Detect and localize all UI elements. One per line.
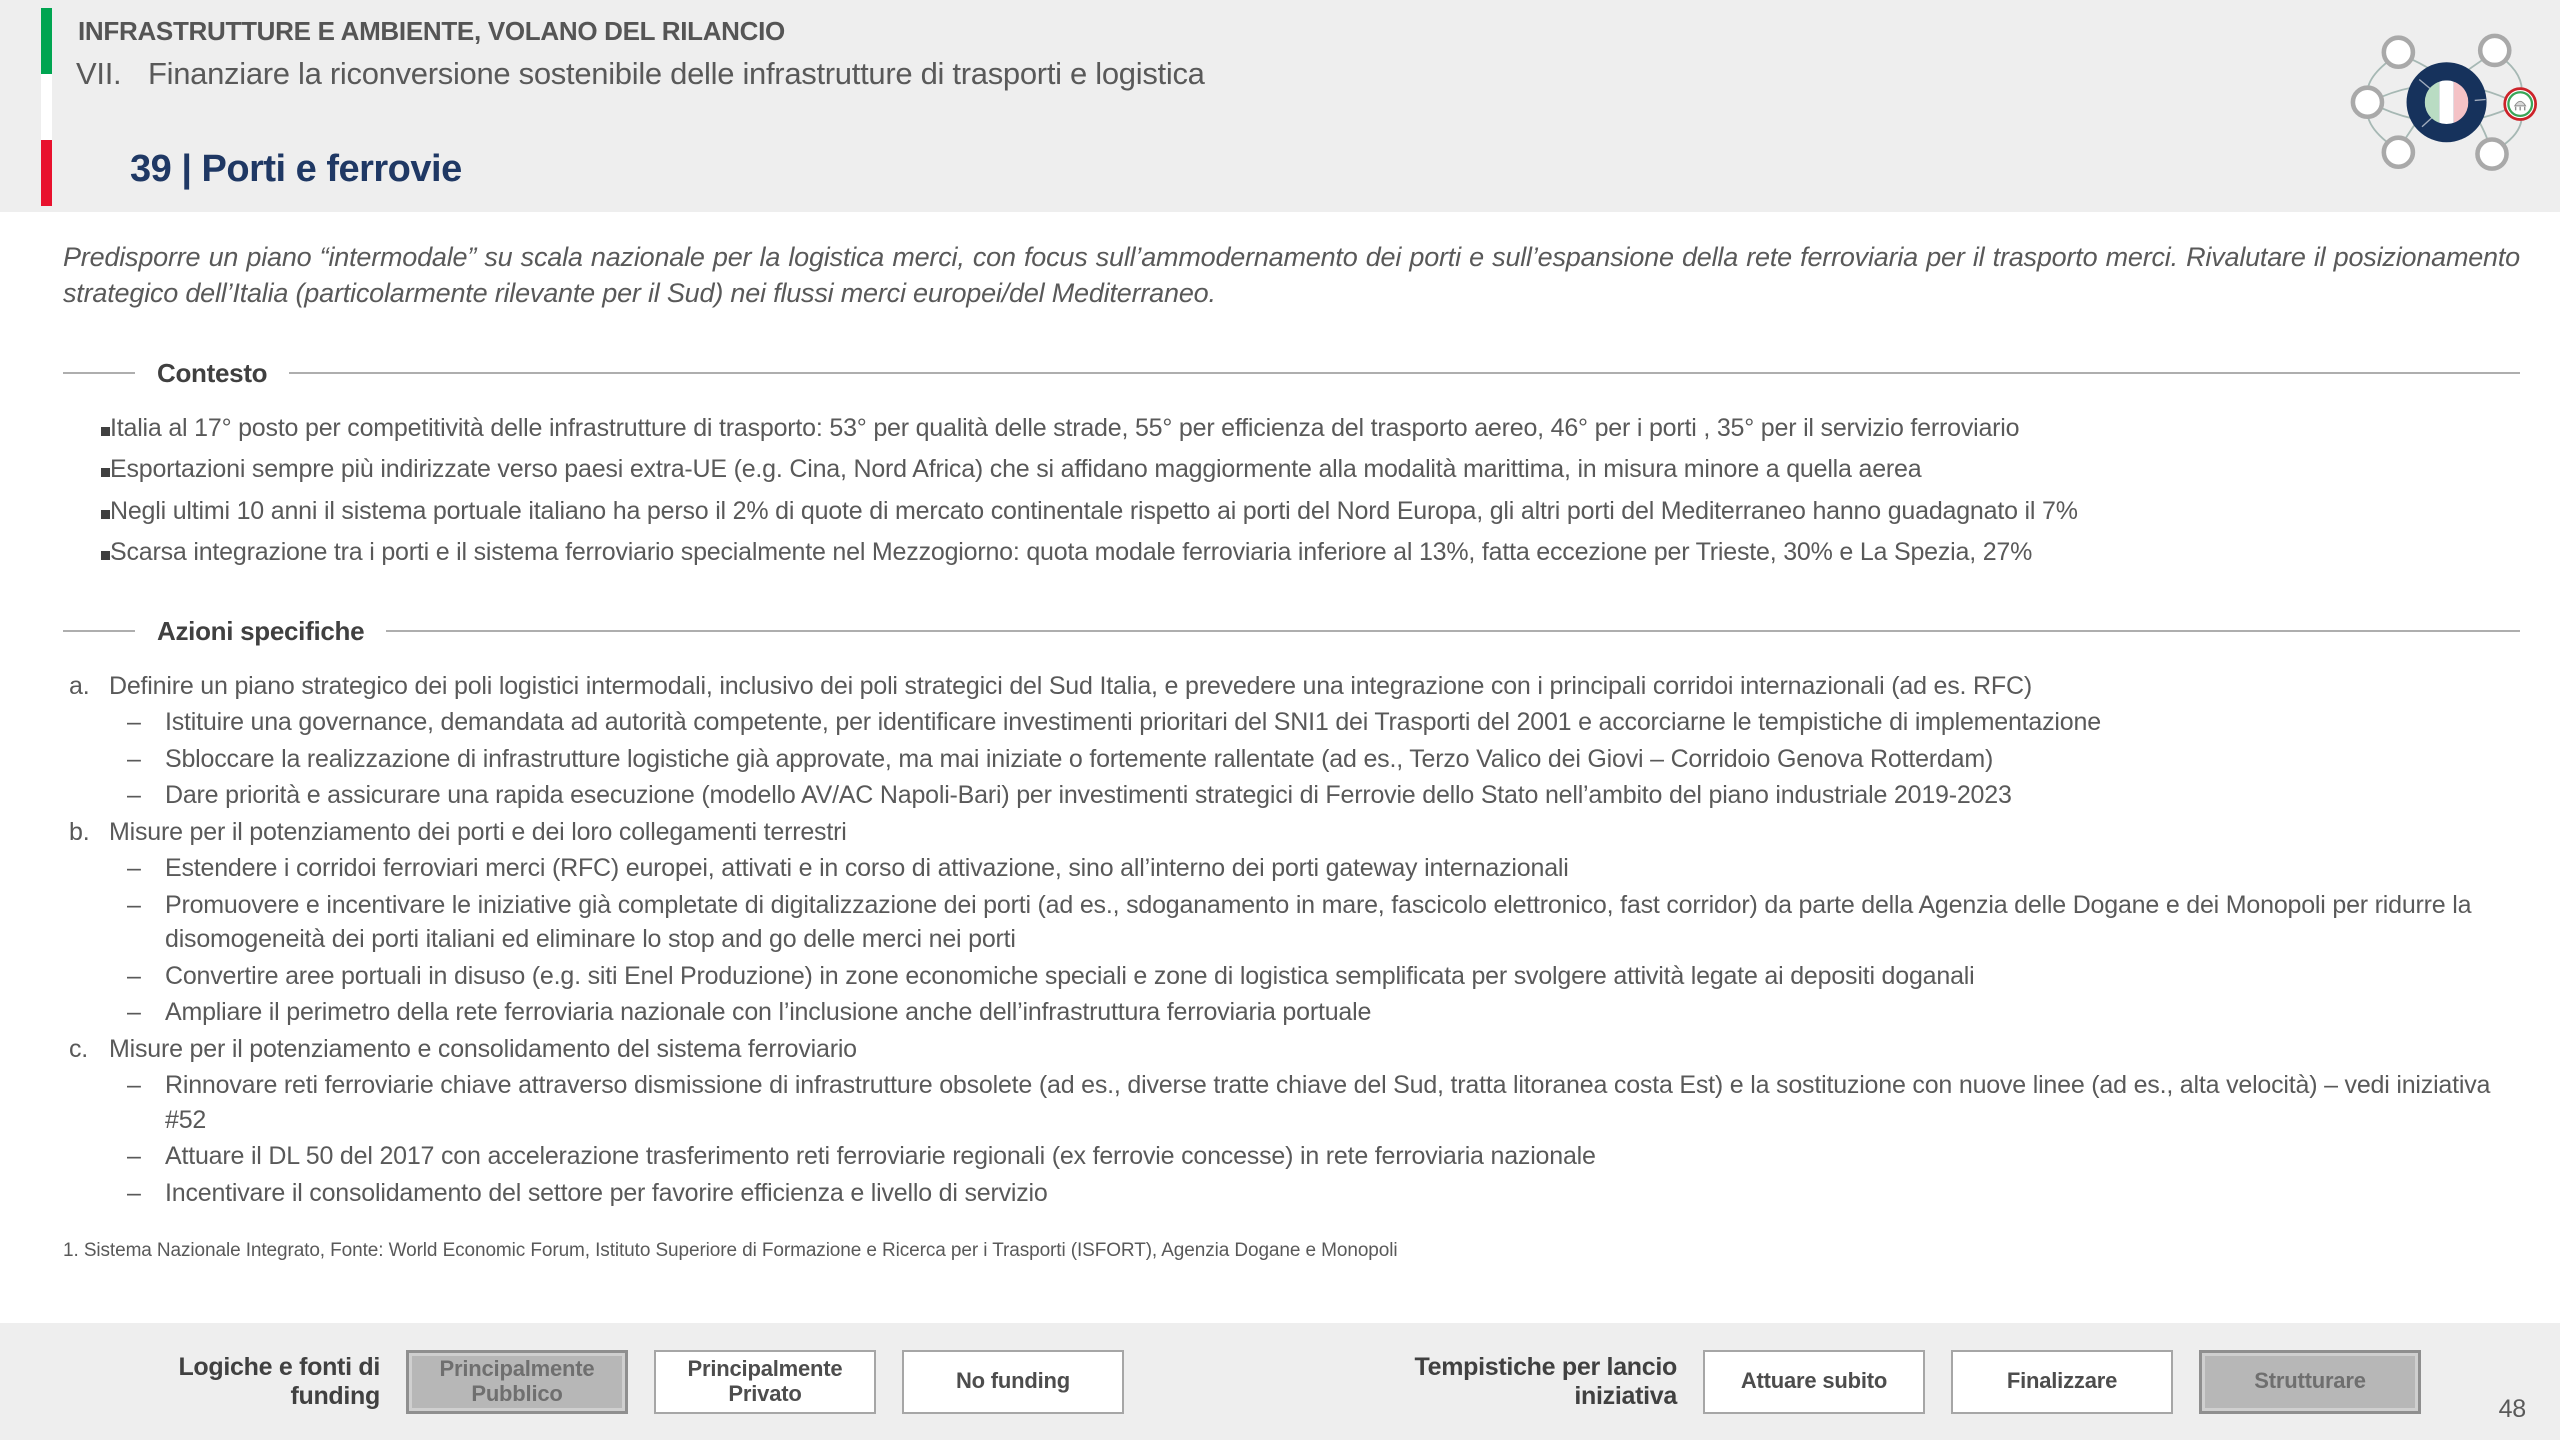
item-text: Definire un piano strategico dei poli logistici intermodali, inclusivo dei poli strategici del Sud Italia, e prevedere una integrazione con i principali corridoi internazionali (ad es. RFC)	[109, 671, 2032, 700]
square-bullet-icon	[63, 535, 110, 570]
square-bullet-icon	[63, 494, 110, 529]
dash-marker: –	[127, 998, 141, 1027]
footer-band	[0, 1323, 2560, 1440]
timing-button-strutturare[interactable]: Strutturare	[2199, 1350, 2421, 1414]
sub-item	[115, 995, 2520, 1030]
page-number: 48	[2498, 1395, 2526, 1423]
item-text: Misure per il potenziamento e consolidamento del sistema ferroviario	[109, 1034, 857, 1063]
sub-item	[115, 888, 2520, 957]
dash-marker: –	[127, 1178, 141, 1207]
sub-text: Incentivare il consolidamento del settore per favorire efficienza e livello di servizio	[165, 1178, 1048, 1207]
network-logo	[2342, 12, 2542, 197]
square-bullet-icon	[63, 411, 110, 446]
dash-marker: –	[127, 961, 141, 990]
dash-marker: –	[127, 744, 141, 773]
bullet-text: Italia al 17° posto per competitività delle infrastrutture di trasporto: 53° per qualità delle strade, 55° per efficienza del trasporto aereo, 46° per i porti , 35° per il servizio ferroviario	[110, 413, 2020, 442]
item-letter: a.	[69, 671, 90, 700]
dash-marker: –	[127, 1071, 141, 1100]
dash-marker: –	[127, 890, 141, 919]
square-bullet-icon	[63, 452, 110, 487]
section-kicker: INFRASTRUTTURE E AMBIENTE, VOLANO DEL RILANCIO	[78, 16, 785, 46]
list-item	[63, 535, 2520, 570]
sub-item	[115, 778, 2520, 813]
logo-node	[2384, 38, 2413, 67]
divider-line	[63, 630, 135, 632]
funding-button-principalmente-privato[interactable]: Principalmente Privato	[654, 1350, 876, 1414]
logo-node	[2480, 36, 2509, 65]
funding-button-principalmente-pubblico[interactable]: Principalmente Pubblico	[406, 1350, 628, 1414]
item-letter: c.	[69, 1034, 89, 1063]
sub-item	[115, 705, 2520, 740]
chapter-line	[76, 56, 1205, 92]
contesto-header	[63, 358, 2520, 389]
action-item-b	[63, 815, 2520, 850]
bullet-text: Esportazioni sempre più indirizzate verso paesi extra-UE (e.g. Cina, Nord Africa) che si affidano maggiormente alla modalità marittima, in misura minore a quella aerea	[110, 455, 1922, 484]
sub-text: Promuovere e incentivare le iniziative già completate di digitalizzazione dei porti (ad es., sdoganamento in mare, fascicolo elettronico, fast corridor) da parte della Agenzia delle Dogane e dei Monopoli per ridurre la disomogeneità dei porti italiani ed eliminare lo stop and go delle merci nei porti	[165, 890, 2472, 954]
sub-text: Istituire una governance, demandata ad autorità competente, per identificare investimenti prioritari del SNI1 dei Trasporti del 2001 e accorciarne le tempistiche di implementazione	[165, 708, 2101, 737]
sub-text: Convertire aree portuali in disuso (e.g. siti Enel Produzione) in zone economiche speciali e zone di logistica semplificata per svolgere attività legate ai depositi doganali	[165, 961, 1975, 990]
list-item	[63, 494, 2520, 529]
action-item-c	[63, 1032, 2520, 1067]
header-band	[0, 0, 2560, 212]
dash-marker: –	[127, 708, 141, 737]
dash-marker: –	[127, 854, 141, 883]
divider-line	[289, 372, 2520, 374]
logo-center	[2407, 62, 2487, 142]
list-item	[63, 411, 2520, 446]
sub-item	[115, 851, 2520, 886]
intro-paragraph: Predisporre un piano “intermodale” su scala nazionale per la logistica merci, con focus sull’ammodernamento dei porti e sull’espansione della rete ferroviaria per il trasporto merci. Rivalutare il posizionamento strategico dell’Italia (particolarmente rilevante per il Sud) nei flussi merci europei/del Mediterraneo.	[63, 242, 2520, 308]
flag-green-segment	[41, 8, 52, 74]
page-title: 39 | Porti e ferrovie	[130, 148, 462, 190]
timing-button-attuare-subito[interactable]: Attuare subito	[1703, 1350, 1925, 1414]
footnote: 1. Sistema Nazionale Integrato, Fonte: World Economic Forum, Istituto Superiore di Formazione e Ricerca per i Trasporti (ISFORT), Agenzia Dogane e Monopoli	[63, 1240, 1398, 1262]
dash-marker: –	[127, 781, 141, 810]
azioni-header	[63, 616, 2520, 647]
sub-text: Sbloccare la realizzazione di infrastrutture logistiche già approvate, ma mai iniziate o fortemente rallentate (ad es., Terzo Valico dei Giovi – Corridoio Genova Rotterdam)	[165, 744, 1994, 773]
dash-marker: –	[127, 1142, 141, 1171]
azioni-title: Azioni specifiche	[157, 615, 365, 646]
sub-item	[115, 1176, 2520, 1211]
item-letter: b.	[69, 817, 90, 846]
contesto-list	[63, 411, 2520, 570]
logo-highlight-node	[2505, 89, 2536, 120]
sub-item	[115, 742, 2520, 777]
flag-white-segment	[41, 74, 52, 140]
sub-text: Dare priorità e assicurare una rapida esecuzione (modello AV/AC Napoli-Bari) per investimenti strategici di Ferrovie dello Stato nell’ambito del piano industriale 2019-2023	[165, 781, 2012, 810]
timing-button-finalizzare[interactable]: Finalizzare	[1951, 1350, 2173, 1414]
funding-button-no-funding[interactable]: No funding	[902, 1350, 1124, 1414]
azioni-list	[63, 669, 2520, 1211]
sub-text: Attuare il DL 50 del 2017 con accelerazione trasferimento reti ferroviarie regionali (ex ferrovie concesse) in rete ferroviaria nazionale	[165, 1142, 1596, 1171]
main-content	[0, 212, 2560, 1323]
logo-node	[2477, 140, 2506, 169]
italian-flag-bar	[41, 8, 52, 206]
sub-item	[115, 1139, 2520, 1174]
sub-text: Rinnovare reti ferroviarie chiave attraverso dismissione di infrastrutture obsolete (ad es., diverse tratte chiave del Sud, tratta litoranea costa Est) e la sostituzione con nuove linee (ad es., alta velocità) – vedi iniziativa #52	[165, 1071, 2491, 1134]
chapter-title: Finanziare la riconversione sostenibile delle infrastrutture di trasporti e logistica	[148, 56, 1205, 91]
sub-item	[115, 959, 2520, 994]
sub-text: Estendere i corridoi ferroviari merci (RFC) europei, attivati e in corso di attivazione, sino all’interno dei porti gateway internazionali	[165, 854, 1569, 883]
contesto-title: Contesto	[157, 357, 268, 388]
sub-text: Ampliare il perimetro della rete ferroviaria nazionale con l’inclusione anche dell’infrastruttura ferroviaria portuale	[165, 998, 1372, 1027]
list-item	[63, 452, 2520, 487]
action-item-a	[63, 669, 2520, 704]
timing-label: Tempistiche per lancio iniziativa	[1414, 1352, 1677, 1410]
logo-node	[2353, 88, 2382, 117]
chapter-number: VII.	[76, 56, 122, 91]
funding-label: Logiche e fonti di funding	[178, 1352, 380, 1410]
sub-item	[115, 1068, 2520, 1137]
flag-red-segment	[41, 140, 52, 206]
bullet-text: Scarsa integrazione tra i porti e il sistema ferroviario specialmente nel Mezzogiorno: quota modale ferroviaria inferiore al 13%, fatta eccezione per Trieste, 30% e La Spezia, 27%	[110, 538, 2033, 567]
item-text: Misure per il potenziamento dei porti e dei loro collegamenti terrestri	[109, 817, 847, 846]
logo-node	[2384, 138, 2413, 167]
bullet-text: Negli ultimi 10 anni il sistema portuale italiano ha perso il 2% di quote di mercato continentale rispetto ai porti del Nord Europa, gli altri porti del Mediterraneo hanno guadagnato il 7%	[110, 496, 2078, 525]
divider-line	[386, 630, 2520, 632]
divider-line	[63, 372, 135, 374]
